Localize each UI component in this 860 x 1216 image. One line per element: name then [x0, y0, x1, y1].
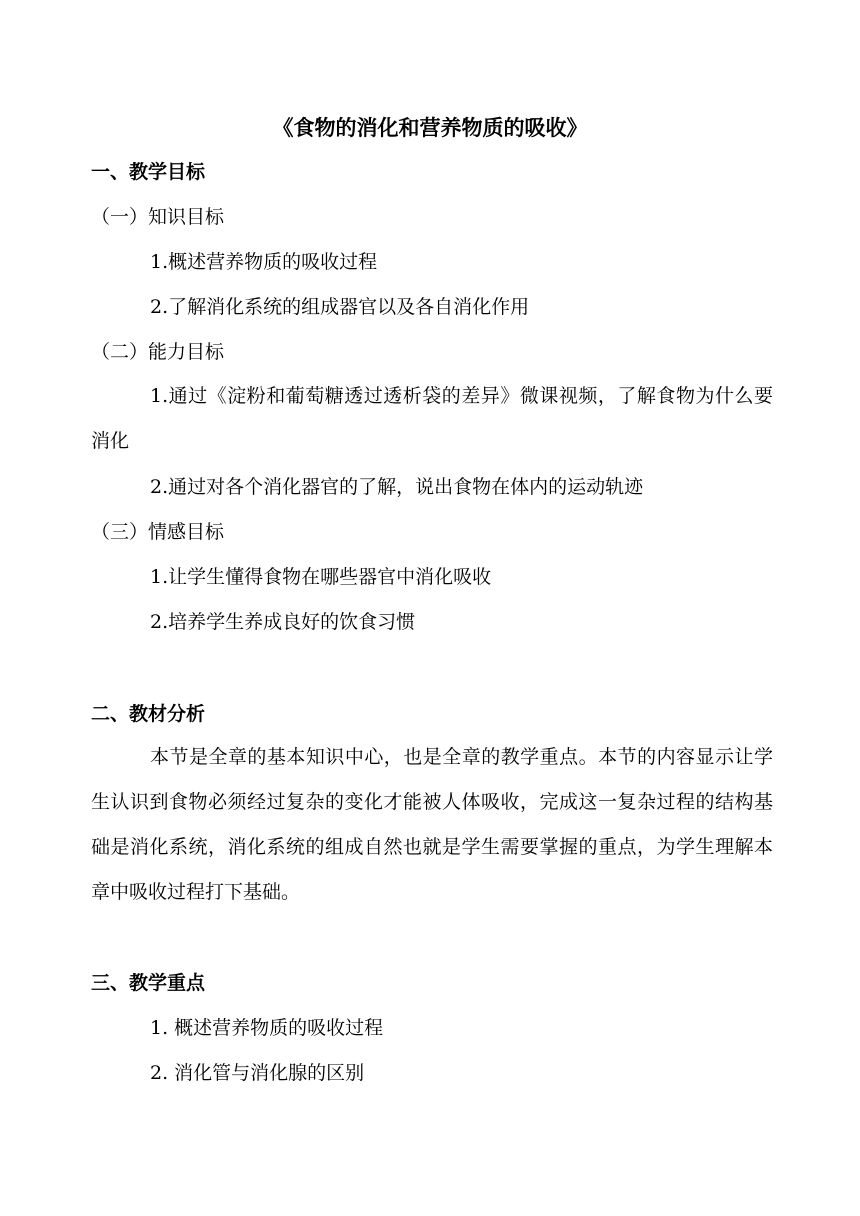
material-analysis-paragraph: 本节是全章的基本知识中心，也是全章的教学重点。本节的内容显示让学生认识到食物必须经过复杂的变化才能被人体吸收，完成这一复杂过程的结构基础是消化系统，消化系统的组成自然也就是学生需要掌握的重点，为学生理解本章中吸收过程打下基础。: [91, 746, 773, 903]
subheading-knowledge-objectives: （一）知识目标: [91, 206, 225, 228]
knowledge-objective-item: 1.概述营养物质的吸收过程: [150, 251, 378, 273]
section-heading-material-analysis: 二、教材分析: [91, 703, 206, 725]
ability-objective-item: 1.通过《淀粉和葡萄糖透过透析袋的差异》微课视频，了解食物为什么要消化: [91, 385, 773, 452]
document-title: 《食物的消化和营养物质的吸收》: [272, 115, 588, 140]
key-point-item: 1. 概述营养物质的吸收过程: [150, 1017, 384, 1039]
subheading-affective-objectives: （三）情感目标: [91, 521, 225, 543]
section-heading-objectives: 一、教学目标: [91, 161, 206, 183]
affective-objective-item: 2.培养学生养成良好的饮食习惯: [150, 611, 416, 633]
ability-objective-item: 2.通过对各个消化器官的了解，说出食物在体内的运动轨迹: [150, 476, 644, 498]
key-point-item: 2. 消化管与消化腺的区别: [150, 1062, 365, 1084]
knowledge-objective-item: 2.了解消化系统的组成器官以及各自消化作用: [150, 296, 530, 318]
affective-objective-item: 1.让学生懂得食物在哪些器官中消化吸收: [150, 566, 492, 588]
section-heading-key-points: 三、教学重点: [91, 972, 206, 994]
subheading-ability-objectives: （二）能力目标: [91, 341, 225, 363]
